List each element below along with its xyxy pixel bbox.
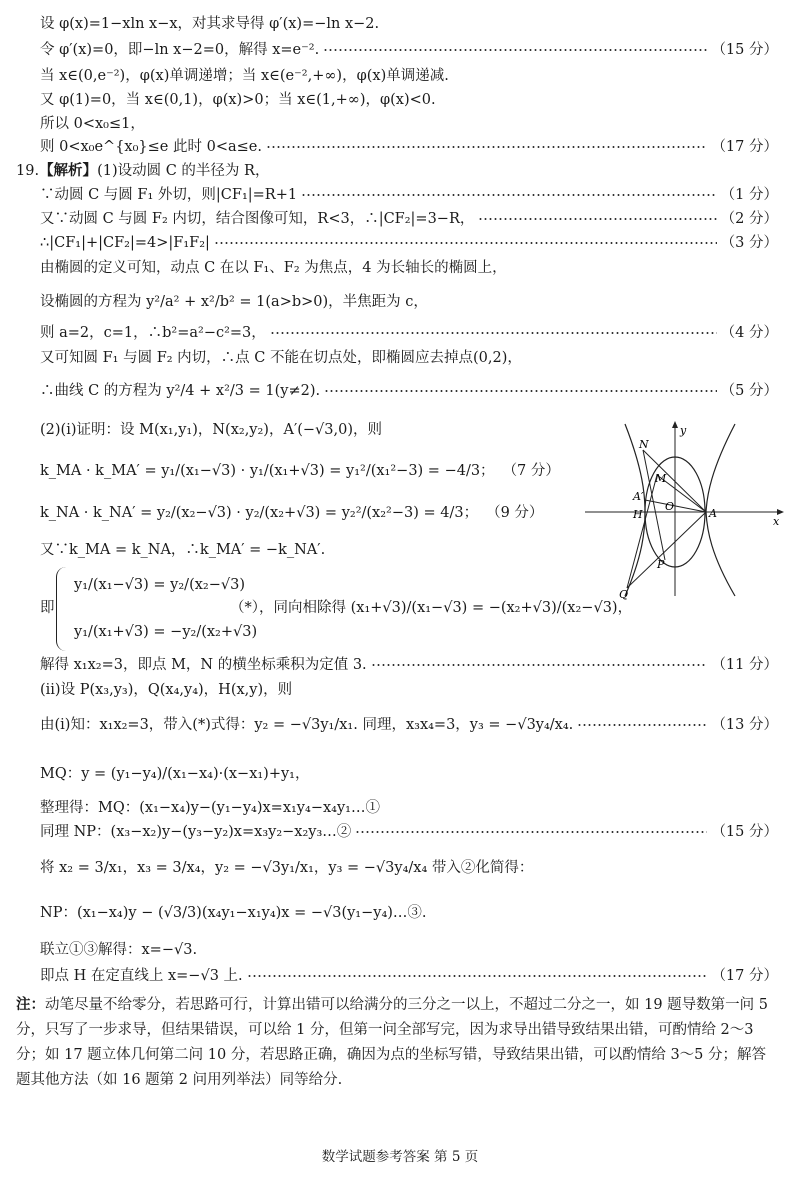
dot-leader bbox=[478, 218, 716, 220]
score-label: （13 分） bbox=[711, 717, 778, 733]
dot-leader bbox=[247, 975, 708, 977]
step-text: k_MA · k_MA′ = y₁/(x₁−√3) · y₁/(x₁+√3) = y₁²/(x₁²−3) = −4/3； bbox=[40, 463, 495, 479]
text-line: NP：(x₁−x₄)y − (√3/3)(x₄y₁−x₁y₄)x = −√3(y₁−y₄)…③. bbox=[40, 905, 427, 921]
note-text: 动笔尽量不给零分，若思路可行，计算出错可以给满分的三分之一以上，不超过二分之一，如 19 题导数第一问 5 分，只写了一步求导，但结果错误，可以给 1 分，但第一问全部写完，因为求导出错导致结果出错，可酌情给 2～3 分；如 17 题立体几何第二问 10 分，若思路正确，确因为点的坐标写错，导致结果出错，可以酌情给 3～5 分；解答题其他方法（如 16 题第 2 问用列举法）同等给分. bbox=[16, 997, 768, 1088]
text-line: (2)(ⅰ)证明：设 M(x₁,y₁)，N(x₂,y₂)，A′(−√3,0)，则 bbox=[40, 422, 382, 438]
label-A-prime: A′ bbox=[633, 490, 644, 503]
text-line-scored bbox=[40, 137, 778, 157]
label-x: x bbox=[773, 515, 780, 528]
label-N: N bbox=[639, 438, 649, 451]
dot-leader bbox=[270, 332, 717, 334]
text-line-scored bbox=[40, 966, 778, 986]
text-line: 由椭圆的定义可知，动点 C 在以 F₁、F₂ 为焦点，4 为长轴长的椭圆上， bbox=[40, 260, 507, 276]
text-line: 设椭圆的方程为 y²/a² + x²/b² = 1(a>b>0)，半焦距为 c， bbox=[40, 294, 428, 310]
dot-leader bbox=[323, 49, 707, 51]
dot-leader bbox=[371, 664, 708, 666]
score-label: （7 分） bbox=[502, 463, 560, 479]
dot-leader bbox=[301, 194, 717, 196]
step-text: k_NA · k_NA′ = y₂/(x₂−√3) · y₂/(x₂+√3) = y₂²/(x₂²−3) = 4/3； bbox=[40, 505, 479, 521]
label-y: y bbox=[680, 424, 687, 437]
step-text: 由(ⅰ)知：x₁x₂=3，带入(*)式得：y₂ = −√3y₁/x₁. 同理，x₃x₄=3，y₃ = −√3y₄/x₄. bbox=[40, 717, 574, 733]
system-equation: y₁/(x₁+√3) = −y₂/(x₂+√3) bbox=[74, 624, 258, 640]
score-label: （2 分） bbox=[720, 211, 778, 227]
text-line: 又∵k_MA = k_NA，∴k_MA′ = −k_NA′. bbox=[40, 542, 326, 558]
label-A: A bbox=[709, 507, 717, 520]
text-line: 整理得：MQ：(x₁−x₄)y−(y₁−y₄)x=x₁y₄−x₄y₁…① bbox=[40, 800, 380, 816]
step-text: 则 0<x₀e^{x₀}≤e 此时 0<a≤e. bbox=[40, 139, 262, 155]
grading-note bbox=[16, 992, 780, 1093]
text-line-scored bbox=[40, 503, 544, 523]
text-line-scored bbox=[40, 209, 778, 229]
step-text: 解得 x₁x₂=3，即点 M，N 的横坐标乘积为定值 3. bbox=[40, 657, 367, 673]
label-P: P bbox=[657, 558, 665, 571]
score-label: （4 分） bbox=[720, 325, 778, 341]
step-text: 即点 H 在定直线上 x=−√3 上. bbox=[40, 968, 243, 984]
score-label: （15 分） bbox=[711, 824, 778, 840]
page-footer: 数学试题参考答案 第 5 页 bbox=[321, 1149, 479, 1165]
step-text: ∴|CF₁|+|CF₂|=4>|F₁F₂| bbox=[40, 235, 210, 251]
problem-number: 19. bbox=[16, 163, 40, 179]
score-label: （11 分） bbox=[711, 657, 778, 673]
score-label: （15 分） bbox=[711, 42, 778, 58]
score-label: （3 分） bbox=[720, 235, 778, 251]
step-text: 又∵动圆 C 与圆 F₂ 内切，结合图像可知，R<3，∴|CF₂|=3−R， bbox=[40, 211, 475, 227]
line-QA bbox=[627, 512, 706, 588]
score-label: （17 分） bbox=[711, 968, 778, 984]
line-NP bbox=[643, 450, 665, 560]
note-label: 注： bbox=[16, 996, 45, 1013]
system-equation: y₁/(x₁−√3) = y₂/(x₂−√3) bbox=[74, 577, 245, 593]
system-brace bbox=[56, 567, 71, 651]
system-label: 即 bbox=[40, 600, 55, 616]
text-line: 联立①③解得：x=−√3. bbox=[40, 942, 198, 958]
dot-leader bbox=[266, 146, 707, 148]
text-line: 所以 0<x₀≤1， bbox=[40, 116, 145, 132]
text-line-scored bbox=[40, 323, 778, 343]
analysis-tag: 【解析】 bbox=[39, 162, 98, 179]
score-label: （9 分） bbox=[486, 505, 544, 521]
text-line: 将 x₂ = 3/x₁，x₃ = 3/x₄，y₂ = −√3y₁/x₁，y₃ = −√3y₄/x₄ 带入②化简得： bbox=[40, 860, 534, 876]
text-line-scored bbox=[40, 655, 778, 675]
step-text: (1)设动圆 C 的半径为 R， bbox=[97, 163, 270, 179]
problem-19-header bbox=[16, 161, 778, 181]
text-line: 又可知圆 F₁ 与圆 F₂ 内切，∴点 C 不能在切点处，即椭圆应去掉点(0,2)， bbox=[40, 350, 522, 366]
geometry-figure bbox=[585, 420, 785, 600]
label-O: O bbox=[665, 500, 675, 513]
text-line: 又 φ(1)=0，当 x∈(0,1)，φ(x)>0；当 x∈(1,+∞)，φ(x)<0. bbox=[40, 92, 436, 108]
score-label: （1 分） bbox=[720, 187, 778, 203]
score-label: （5 分） bbox=[720, 383, 778, 399]
text-line-scored bbox=[40, 233, 778, 253]
label-H: H bbox=[633, 508, 643, 521]
step-text: ∴曲线 C 的方程为 y²/4 + x²/3 = 1(y≠2). bbox=[40, 383, 321, 399]
text-line-scored bbox=[40, 185, 778, 205]
step-text: 令 φ′(x)=0，即−ln x−2=0，解得 x=e⁻². bbox=[40, 42, 320, 58]
label-M: M bbox=[655, 472, 667, 485]
score-label: （17 分） bbox=[711, 139, 778, 155]
text-line: 当 x∈(0,e⁻²)，φ(x)单调递增；当 x∈(e⁻²,+∞)，φ(x)单调递减. bbox=[40, 68, 449, 84]
step-text: 同理 NP：(x₃−x₂)y−(y₃−y₂)x=x₃y₂−x₂y₃…② bbox=[40, 824, 352, 840]
text-line: 设 φ(x)=1−xln x−x，对其求导得 φ′(x)=−ln x−2. bbox=[40, 16, 380, 32]
dot-leader bbox=[214, 242, 717, 244]
text-line: (ⅱ)设 P(x₃,y₃)，Q(x₄,y₄)，H(x,y)，则 bbox=[40, 682, 293, 698]
text-line-scored bbox=[40, 461, 560, 481]
dot-leader bbox=[324, 390, 717, 392]
system-note: （*），同向相除得 (x₁+√3)/(x₁−√3) = −(x₂+√3)/(x₂−√3)， bbox=[230, 600, 633, 616]
y-axis-arrow bbox=[672, 421, 678, 428]
text-line-scored bbox=[40, 381, 778, 401]
text-line: MQ：y = (y₁−y₄)/(x₁−x₄)·(x−x₁)+y₁， bbox=[40, 766, 310, 782]
dot-leader bbox=[355, 831, 707, 833]
step-text: 则 a=2，c=1，∴b²=a²−c²=3， bbox=[40, 325, 266, 341]
dot-leader bbox=[577, 724, 707, 726]
step-text: ∵动圆 C 与圆 F₁ 外切，则|CF₁|=R+1 bbox=[40, 187, 298, 203]
text-line-scored bbox=[40, 40, 778, 60]
text-line-scored bbox=[40, 715, 778, 735]
text-line-scored bbox=[40, 822, 778, 842]
label-Q: Q bbox=[619, 588, 629, 600]
